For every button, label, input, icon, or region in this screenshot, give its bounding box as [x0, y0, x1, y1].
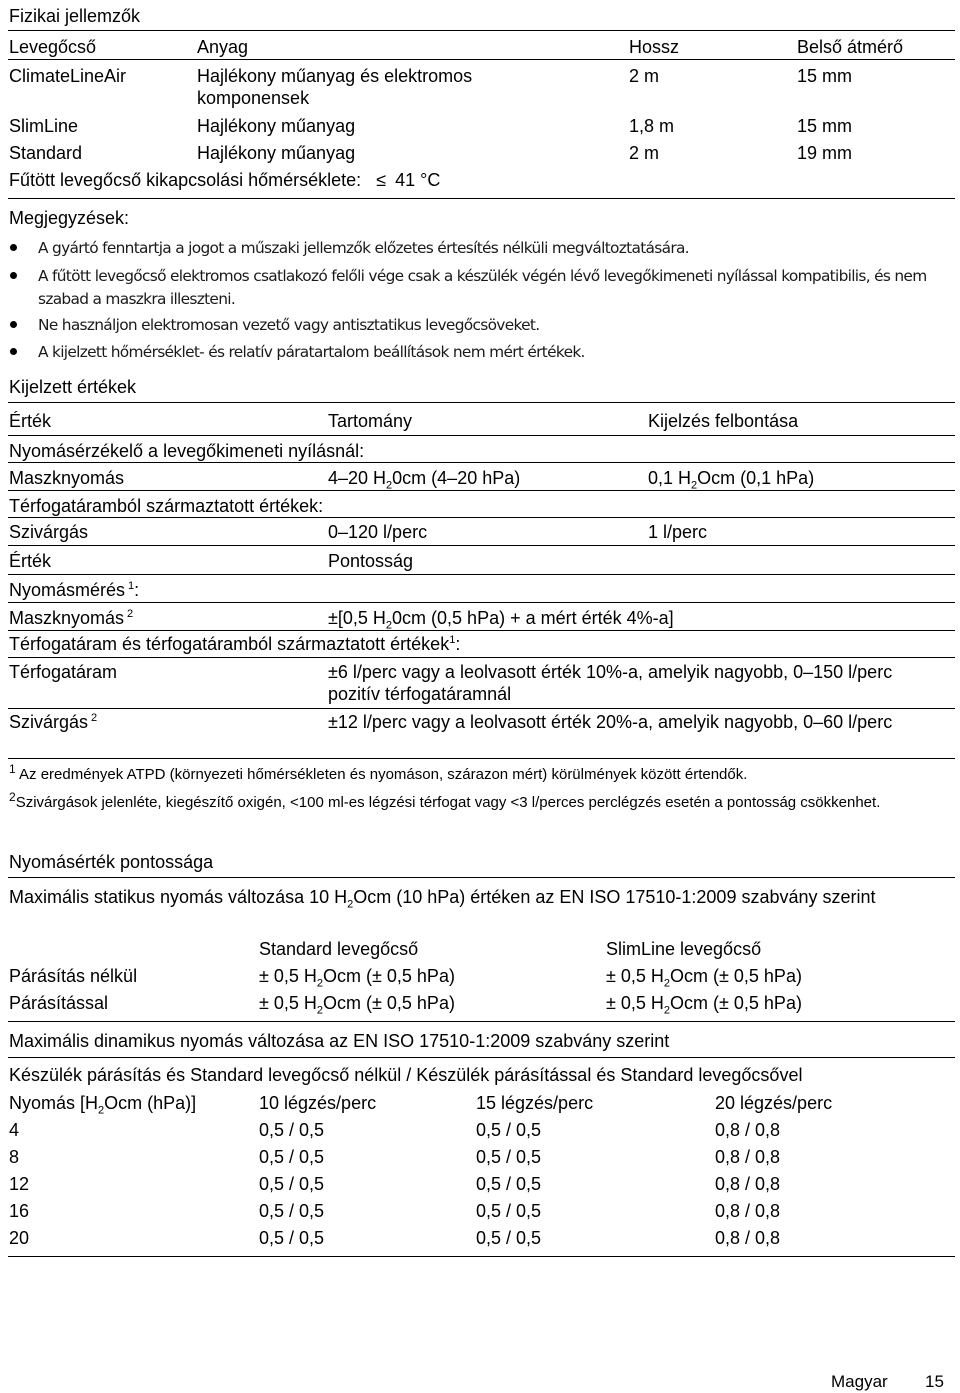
footer-page-number: 15: [925, 1372, 944, 1391]
dynamic-row-15: 0,5 / 0,5: [476, 1147, 542, 1167]
cutoff-value: 41 °C: [395, 170, 441, 190]
tube-diameter: 19 mm: [797, 143, 853, 163]
dynamic-pressure-title: Maximális dinamikus nyomás változása az EN ISO 17510-1:2009 szabvány szerint: [9, 1031, 670, 1051]
display-leak-label: Szivárgás: [9, 522, 89, 542]
note-item: Ne használjon elektromosan vezető vagy antisztatikus levegőcsöveket.: [38, 316, 540, 334]
dynamic-row-10: 0,5 / 0,5: [259, 1120, 325, 1140]
accuracy-mask-label: Maszknyomás $^2$: [9, 608, 134, 628]
section-title-physical: Fizikai jellemzők: [9, 6, 141, 26]
static-row-label: Párásítással: [9, 993, 109, 1013]
divider: [8, 1021, 955, 1022]
dynamic-row-10: 0,5 / 0,5: [259, 1201, 325, 1221]
dynamic-row-20: 0,8 / 0,8: [715, 1228, 781, 1248]
dynamic-row-pressure: 20: [9, 1228, 30, 1248]
dynamic-row-20: 0,8 / 0,8: [715, 1120, 781, 1140]
divider: [8, 462, 955, 463]
bullet-icon: [10, 244, 17, 251]
display-subheader: Térfogatáramból származtatott értékek:: [9, 496, 324, 516]
dynamic-header-15: 15 légzés/perc: [476, 1093, 594, 1113]
tube-name: ClimateLineAir: [9, 66, 127, 86]
static-row-slimline: ± 0,5 $H_2Ocm$ (± 0,5 hPa): [606, 993, 802, 1017]
display-mask-label: Maszknyomás: [9, 468, 125, 488]
accuracy-leak-label: Szivárgás $^2$: [9, 712, 98, 732]
dynamic-header-10: 10 légzés/perc: [259, 1093, 377, 1113]
static-row-label: Párásítás nélkül: [9, 966, 138, 986]
accuracy-pressure-header: Nyomásmérés $^1$:: [9, 580, 140, 600]
tube-length: 2 m: [629, 66, 660, 86]
tube-diameter: 15 mm: [797, 116, 853, 136]
static-row-slimline: ± 0,5 $H_2Ocm$ (± 0,5 hPa): [606, 966, 802, 990]
divider: [8, 758, 955, 759]
dynamic-row-15: 0,5 / 0,5: [476, 1228, 542, 1248]
static-header-standard: Standard levegőcső: [259, 939, 419, 959]
display-header-resolution: Kijelzés felbontása: [648, 411, 799, 431]
dynamic-row-20: 0,8 / 0,8: [715, 1147, 781, 1167]
divider: [8, 198, 955, 199]
footer-language: Magyar: [831, 1372, 888, 1391]
cutoff-temperature: [9, 169, 440, 191]
tube-header-diameter: Belső átmérő: [797, 37, 904, 57]
divider: [8, 630, 955, 631]
cutoff-label: Fűtött levegőcső kikapcsolási hőmérséklete:: [9, 170, 362, 190]
tube-material: Hajlékony műanyag: [197, 143, 356, 163]
divider: [8, 1057, 955, 1058]
tube-name: SlimLine: [9, 116, 79, 136]
display-leak-range: 0–120 l/perc: [328, 522, 428, 542]
accuracy-header-accuracy: Pontosság: [328, 551, 414, 571]
accuracy-flow-header: Térfogatáram és térfogatáramból származtatott értékek$^1$:: [9, 634, 461, 654]
dynamic-row-10: 0,5 / 0,5: [259, 1147, 325, 1167]
accuracy-header-value: Érték: [9, 551, 52, 571]
note-item: A kijelzett hőmérséklet- és relatív páratartalom beállítások nem mért értékek.: [38, 343, 585, 361]
dynamic-header-pressure: Nyomás [$H_2Ocm$ (hPa)]: [9, 1093, 197, 1117]
accuracy-flow-value: ±6 l/perc vagy a leolvasott érték 10%-a, amelyik nagyobb, 0–150 l/perc pozitív térfogatáramnál: [328, 662, 893, 704]
divider: [8, 602, 955, 603]
footnote-1: $^1$ Az eredmények ATPD (környezeti hőmérsékleten és nyomáson, szárazon mért) körülmények között értendők.: [9, 762, 748, 783]
divider: [8, 574, 955, 575]
divider: [8, 1256, 955, 1257]
accuracy-flow-label: Térfogatáram: [9, 662, 118, 682]
dynamic-row-pressure: 16: [9, 1201, 30, 1221]
display-leak-resolution: 1 l/perc: [648, 522, 708, 542]
footnote-2: $^2$Szivárgások jelenléte, kiegészítő oxigén, <100 ml-es légzési térfogat vagy <3 l/perces perclégzés esetén a pontosság csökkenhet.: [9, 790, 881, 811]
accuracy-mask-value: ±[0,5 $H_20cm$ (0,5 hPa) + a mért érték 4%-a]: [328, 608, 674, 632]
notes-title: Megjegyzések:: [9, 208, 130, 228]
section-title-pressure-accuracy: Nyomásérték pontossága: [9, 852, 214, 872]
dynamic-pressure-subtitle: Készülék párásítás és Standard levegőcső nélkül / Készülék párásítással és Standard levegőcsővel: [9, 1065, 803, 1085]
dynamic-header-20: 20 légzés/perc: [715, 1093, 833, 1113]
divider: [8, 708, 955, 709]
dynamic-row-pressure: 12: [9, 1174, 30, 1194]
divider: [8, 877, 955, 878]
tube-material: Hajlékony műanyag: [197, 116, 356, 136]
tube-length: 2 m: [629, 143, 660, 163]
tube-material: Hajlékony műanyag és elektromos komponensek: [197, 66, 473, 108]
accuracy-leak-value: ±12 l/perc vagy a leolvasott érték 20%-a, amelyik nagyobb, 0–60 l/perc: [328, 712, 893, 732]
divider: [8, 435, 955, 436]
note-item: A fűtött levegőcső elektromos csatlakozó felőli vége csak a készülék végén lévő levegőkimeneti nyílással kompatibilis, és nem szabad a maszkra illeszteni.: [38, 267, 927, 308]
display-header-range: Tartomány: [328, 411, 413, 431]
static-row-standard: ± 0,5 $H_2Ocm$ (± 0,5 hPa): [259, 966, 455, 990]
dynamic-row-20: 0,8 / 0,8: [715, 1201, 781, 1221]
divider: [8, 545, 955, 546]
dynamic-row-15: 0,5 / 0,5: [476, 1120, 542, 1140]
dynamic-row-10: 0,5 / 0,5: [259, 1228, 325, 1248]
tube-diameter: 15 mm: [797, 66, 853, 86]
dynamic-row-15: 0,5 / 0,5: [476, 1174, 542, 1194]
divider: [8, 657, 955, 658]
less-equal-symbol: ≤: [376, 170, 387, 190]
display-mask-range: 4–20 $H_20cm$ (4–20 hPa): [328, 468, 521, 492]
bullet-icon: [10, 321, 17, 328]
bullet-icon: [10, 348, 17, 355]
dynamic-row-15: 0,5 / 0,5: [476, 1201, 542, 1221]
static-header-slimline: SlimLine levegőcső: [606, 939, 762, 959]
dynamic-row-pressure: 8: [9, 1147, 20, 1167]
static-row-standard: ± 0,5 $H_2Ocm$ (± 0,5 hPa): [259, 993, 455, 1017]
bullet-icon: [10, 272, 17, 279]
divider: [8, 402, 955, 403]
display-mask-resolution: 0,1 $H_2Ocm$ (0,1 hPa): [648, 468, 815, 492]
tube-header-length: Hossz: [629, 37, 680, 57]
divider: [8, 30, 955, 31]
tube-header-material: Anyag: [197, 37, 249, 57]
divider: [8, 59, 955, 60]
divider: [8, 517, 955, 518]
dynamic-row-10: 0,5 / 0,5: [259, 1174, 325, 1194]
section-title-displayed: Kijelzett értékek: [9, 377, 137, 397]
dynamic-row-20: 0,8 / 0,8: [715, 1174, 781, 1194]
dynamic-row-pressure: 4: [9, 1120, 20, 1140]
tube-header-tube: Levegőcső: [9, 37, 97, 57]
display-header-value: Érték: [9, 411, 52, 431]
tube-length: 1,8 m: [629, 116, 675, 136]
divider: [8, 490, 955, 491]
tube-name: Standard: [9, 143, 83, 163]
display-subheader: Nyomásérzékelő a levegőkimeneti nyílásnál:: [9, 441, 365, 461]
note-item: A gyártó fenntartja a jogot a műszaki jellemzők előzetes értesítés nélküli megváltoztatására.: [38, 239, 689, 257]
static-pressure-title: Maximális statikus nyomás változása 10 $H_2Ocm$ (10 hPa) értéken az EN ISO 17510-1:2009 szabvány szerint: [9, 887, 876, 911]
